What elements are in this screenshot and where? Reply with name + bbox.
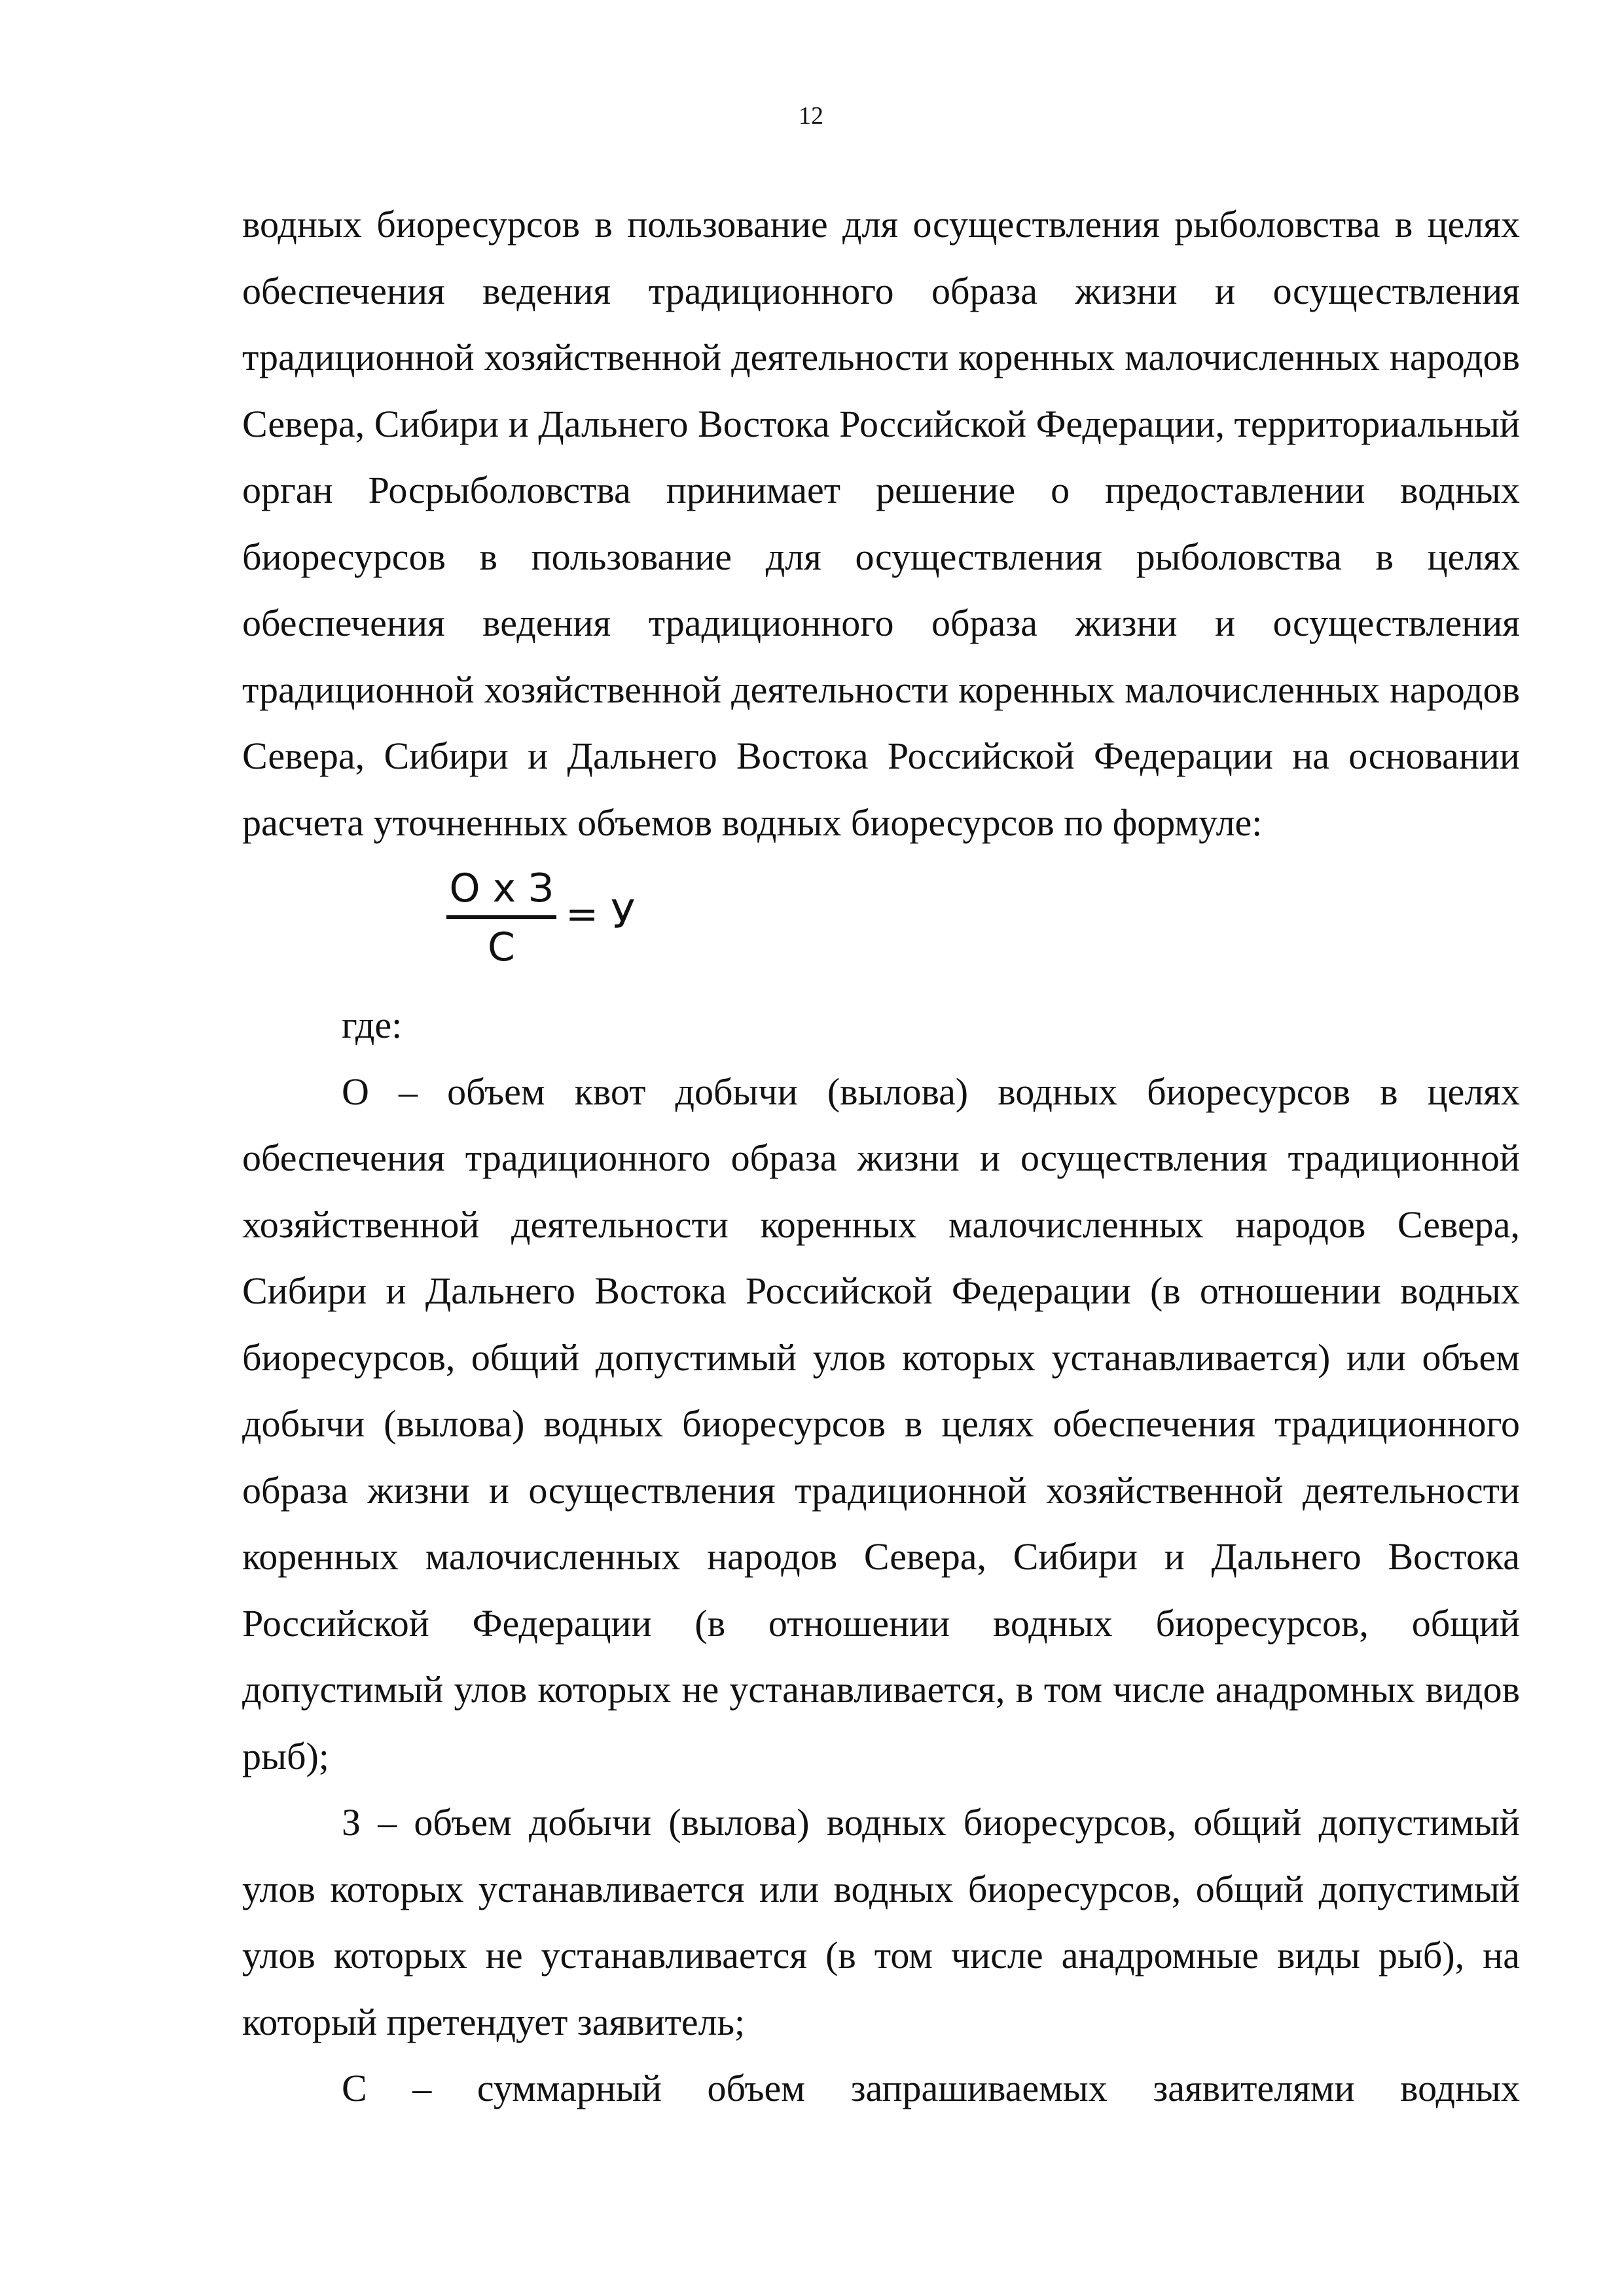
document-body (242, 191, 1520, 2122)
definition-z: З – объем добычи (вылова) водных биоресурсов, общий допустимый улов которых устанавливается или водных биоресурсов, общий допустимый улов которых не устанавливается (в том числе анадромные виды рыб), на который претендует заявитель; (242, 1801, 1520, 2043)
definition-c: С – суммарный объем запрашиваемых заявителями водных (342, 2067, 1520, 2109)
formula (242, 856, 1520, 992)
where-label: где: (342, 1004, 403, 1046)
intro-paragraph: водных биоресурсов в пользование для осуществления рыболовства в целях обеспечения ведения традиционного образа жизни и осуществления традиционной хозяйственной деятельности коренных малочисленных народов Севера, Сибири и Дальнего Востока Российской Федерации, территориальный орган Росрыболовства принимает решение о предоставлении водных биоресурсов в пользование для осуществления рыболовства в целях обеспечения ведения традиционного образа жизни и осуществления традиционной хозяйственной деятельности коренных малочисленных народов Севера, Сибири и Дальнего Востока Российской Федерации на основании расчета уточненных объемов водных биоресурсов по формуле: (242, 203, 1520, 844)
page-number: 12 (799, 102, 823, 130)
formula-numerator: О х З (449, 866, 554, 911)
formula-result: = У (566, 892, 635, 938)
fraction-line (446, 915, 556, 919)
formula-denominator: С (488, 924, 515, 970)
definition-o: О – объем квот добычи (вылова) водных биоресурсов в целях обеспечения традиционного образа жизни и осуществления традиционной хозяйственной деятельности коренных малочисленных народов Севера, Сибири и Дальнего Востока Российской Федерации (в отношении водных биоресурсов, общий допустимый улов которых устанавливается) или объем добычи (вылова) водных биоресурсов в целях обеспечения традиционного образа жизни и осуществления традиционной хозяйственной деятельности коренных малочисленных народов Севера, Сибири и Дальнего Востока Российской Федерации (в отношении водных биоресурсов, общий допустимый улов которых не устанавливается, в том числе анадромных видов рыб); (242, 1070, 1520, 1777)
